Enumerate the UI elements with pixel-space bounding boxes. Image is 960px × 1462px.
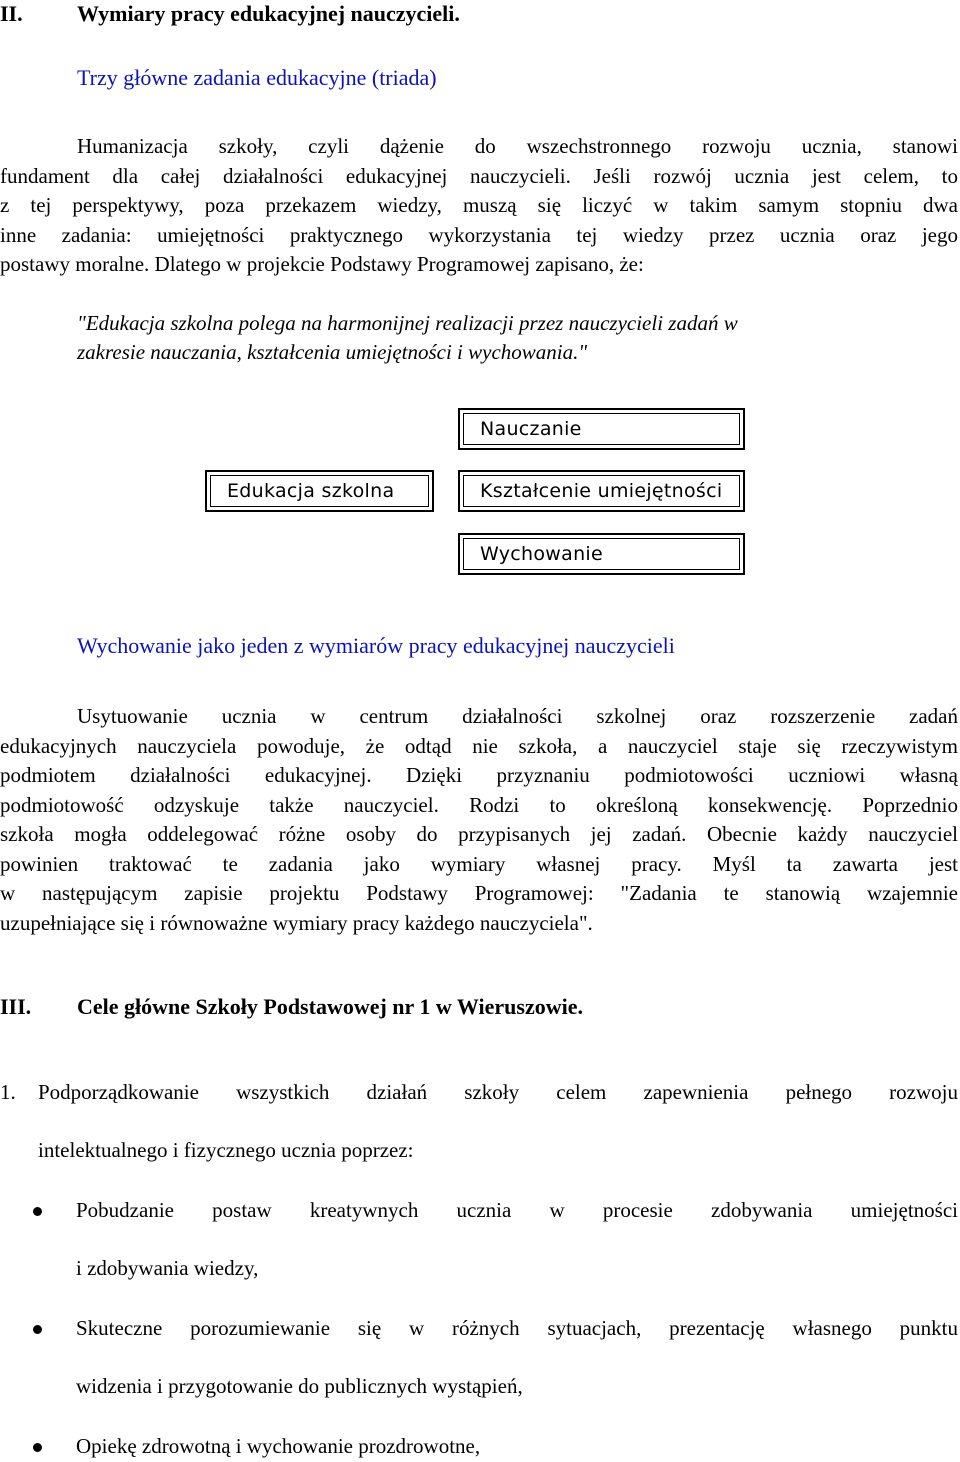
triad-paragraph xyxy=(0,132,958,280)
diagram-box-teaching xyxy=(458,408,745,450)
paragraph-line: podmiotem działalności edukacyjnej. Dzięki przyznaniu podmiotowości uczniowi własną xyxy=(0,763,958,787)
section-number: II. xyxy=(0,1,23,26)
bullet-line: i zdobywania wiedzy, xyxy=(76,1256,259,1280)
paragraph-line: edukacyjnych nauczyciela powoduje, że odtąd nie szkoła, a nauczyciel staje się rzeczywistym xyxy=(0,733,958,758)
bullet-line: Skuteczne porozumiewanie się w różnych sytuacjach, prezentację własnego punktu xyxy=(76,1316,958,1340)
section-number: III. xyxy=(0,994,32,1019)
subsection-heading: Wychowanie jako jeden z wymiarów pracy edukacyjnej nauczycieli xyxy=(77,633,675,658)
bullet-icon xyxy=(33,1443,42,1452)
diagram-box-school-education xyxy=(205,470,434,512)
quote-line: "Edukacja szkolna polega na harmonijnej realizacji przez nauczycieli zadań w xyxy=(77,311,738,335)
bullet-line: widzenia i przygotowanie do publicznych wystąpień, xyxy=(76,1374,523,1398)
paragraph-line: podmiotowość odzyskuje także nauczyciel. Rodzi to określoną konsekwencję. Poprzednio xyxy=(0,792,958,817)
subsection-heading: Trzy główne zadania edukacyjne (triada) xyxy=(77,65,437,90)
section-title: Wymiary pracy edukacyjnej nauczycieli. xyxy=(77,1,460,26)
bullet-line: Opiekę zdrowotną i wychowanie prozdrowotne, xyxy=(76,1434,481,1458)
bullet-line: Pobudzanie postaw kreatywnych ucznia w procesie zdobywania umiejętności xyxy=(76,1198,958,1222)
paragraph-line: inne zadania: umiejętności praktycznego wykorzystania tej wiedzy przez ucznia oraz jego xyxy=(0,222,958,247)
goal-line: Podporządkowanie wszystkich działań szkoły celem zapewnienia pełnego rozwoju xyxy=(38,1080,958,1104)
list-number: 1. xyxy=(0,1080,16,1104)
diagram-box-label: Nauczanie xyxy=(463,413,740,445)
diagram-box-label: Edukacja szkolna xyxy=(210,475,429,507)
paragraph-line: fundament dla całej działalności edukacyjnej nauczycieli. Jeśli rozwój ucznia jest celem, to xyxy=(0,163,958,188)
diagram-box-label: Wychowanie xyxy=(463,538,740,570)
paragraph-line: szkoła mogła oddelegować różne osoby do przypisanych jej zadań. Obecnie każdy nauczyciel xyxy=(0,822,958,846)
diagram-box-label: Kształcenie umiejętności xyxy=(463,475,740,507)
paragraph-line: uzupełniające się i równoważne wymiary pracy każdego nauczyciela". xyxy=(0,910,593,935)
bullet-icon xyxy=(33,1207,42,1216)
bullet-icon xyxy=(33,1325,42,1334)
paragraph-line: postawy moralne. Dlatego w projekcie Podstawy Programowej zapisano, że: xyxy=(0,252,644,276)
paragraph-line: w następującym zapisie projektu Podstawy Programowej: "Zadania te stanowią wzajemnie xyxy=(0,881,958,905)
triad-diagram xyxy=(205,403,753,581)
paragraph-line: Usytuowanie ucznia w centrum działalności szkolnej oraz rozszerzenie zadań xyxy=(77,704,958,728)
paragraph-line: z tej perspektywy, poza przekazem wiedzy, muszą się liczyć w takim samym stopniu dwa xyxy=(0,193,958,217)
upbringing-paragraph xyxy=(0,702,958,938)
paragraph-line: Humanizacja szkoły, czyli dążenie do wszechstronnego rozwoju ucznia, stanowi xyxy=(77,134,958,158)
paragraph-line: powinien traktować te zadania jako wymiary własnej pracy. Myśl ta zawarta jest xyxy=(0,851,958,876)
diagram-box-skills xyxy=(458,470,745,512)
section-title: Cele główne Szkoły Podstawowej nr 1 w Wieruszowie. xyxy=(77,994,583,1019)
goal-line: intelektualnego i fizycznego ucznia poprzez: xyxy=(38,1138,414,1162)
quote-line: zakresie nauczania, kształcenia umiejętności i wychowania." xyxy=(77,340,588,364)
diagram-box-upbringing xyxy=(458,533,745,575)
